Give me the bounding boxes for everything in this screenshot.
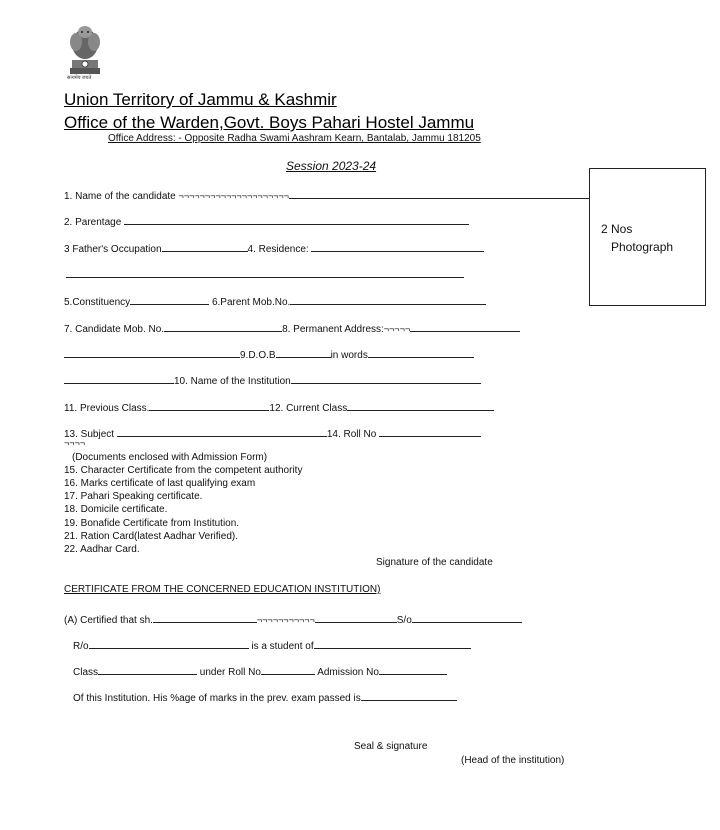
document-item: 17. Pahari Speaking certificate. [64, 491, 203, 502]
document-item: 21. Ration Card(latest Aadhar Verified). [64, 531, 238, 542]
signature-candidate: Signature of the candidate [376, 557, 493, 568]
field-father-occupation: 3 Father's Occupation 4. Residence: [64, 240, 484, 255]
photo-count: 2 Nos [601, 222, 633, 236]
field-subject: 13. Subject 14. Roll No [64, 425, 481, 440]
stray-marks: ¬¬¬¬ [64, 438, 86, 448]
field-constituency: 5.Constituency 6.Parent Mob.No. [64, 293, 486, 308]
photo-box [589, 168, 706, 306]
document-item: 15. Character Certificate from the competent authority [64, 465, 303, 476]
document-item: 18. Domicile certificate. [64, 504, 168, 515]
document-item: 19. Bonafide Certificate from Institution. [64, 518, 240, 529]
field-candidate-mobile: 7. Candidate Mob. No. 8. Permanent Address:¬¬¬¬¬ [64, 320, 520, 335]
session-label: Session 2023-24 [286, 159, 377, 173]
field-previous-class: 11. Previous Class. 12. Current Class [64, 399, 494, 414]
seal-signature: Seal & signature [354, 741, 428, 752]
photo-label: Photograph [611, 240, 674, 254]
field-institution: 10. Name of the Institution [64, 372, 481, 387]
certificate-heading: CERTIFICATE FROM THE CONCERNED EDUCATION INSTITUTION) [64, 584, 381, 595]
certificate-line-class: Class under Roll No Admission No [73, 663, 447, 678]
title-office: Office of the Warden,Govt. Boys Pahari Hostel Jammu [64, 113, 475, 132]
field-parentage: 2. Parentage [64, 213, 469, 228]
field-candidate-name: 1. Name of the candidate ¬¬¬¬¬¬¬¬¬¬¬¬¬¬¬¬¬¬¬¬¬ [64, 187, 589, 202]
field-residence-continued [66, 266, 464, 281]
document-item: 16. Marks certificate of last qualifying exam [64, 478, 256, 489]
emblem-caption: सत्यमेव जयते [67, 75, 92, 81]
office-address: Office Address: - Opposite Radha Swami Aashram Kearn, Bantalab, Jammu 181205 [108, 133, 481, 144]
title-ut: Union Territory of Jammu & Kashmir [64, 90, 337, 109]
head-of-institution: (Head of the institution) [461, 755, 565, 766]
certificate-line-ro: R/o is a student of [73, 637, 471, 652]
field-dob: 9.D.O.B in words [64, 346, 474, 361]
certificate-line-a: (A) Certified that sh. ¬¬¬¬¬¬¬¬¬¬¬ S/o [64, 611, 522, 626]
documents-heading: (Documents enclosed with Admission Form) [72, 452, 268, 463]
document-item: 22. Aadhar Card. [64, 544, 140, 555]
certificate-line-marks: Of this Institution. His %age of marks in the prev. exam passed is [73, 689, 457, 704]
